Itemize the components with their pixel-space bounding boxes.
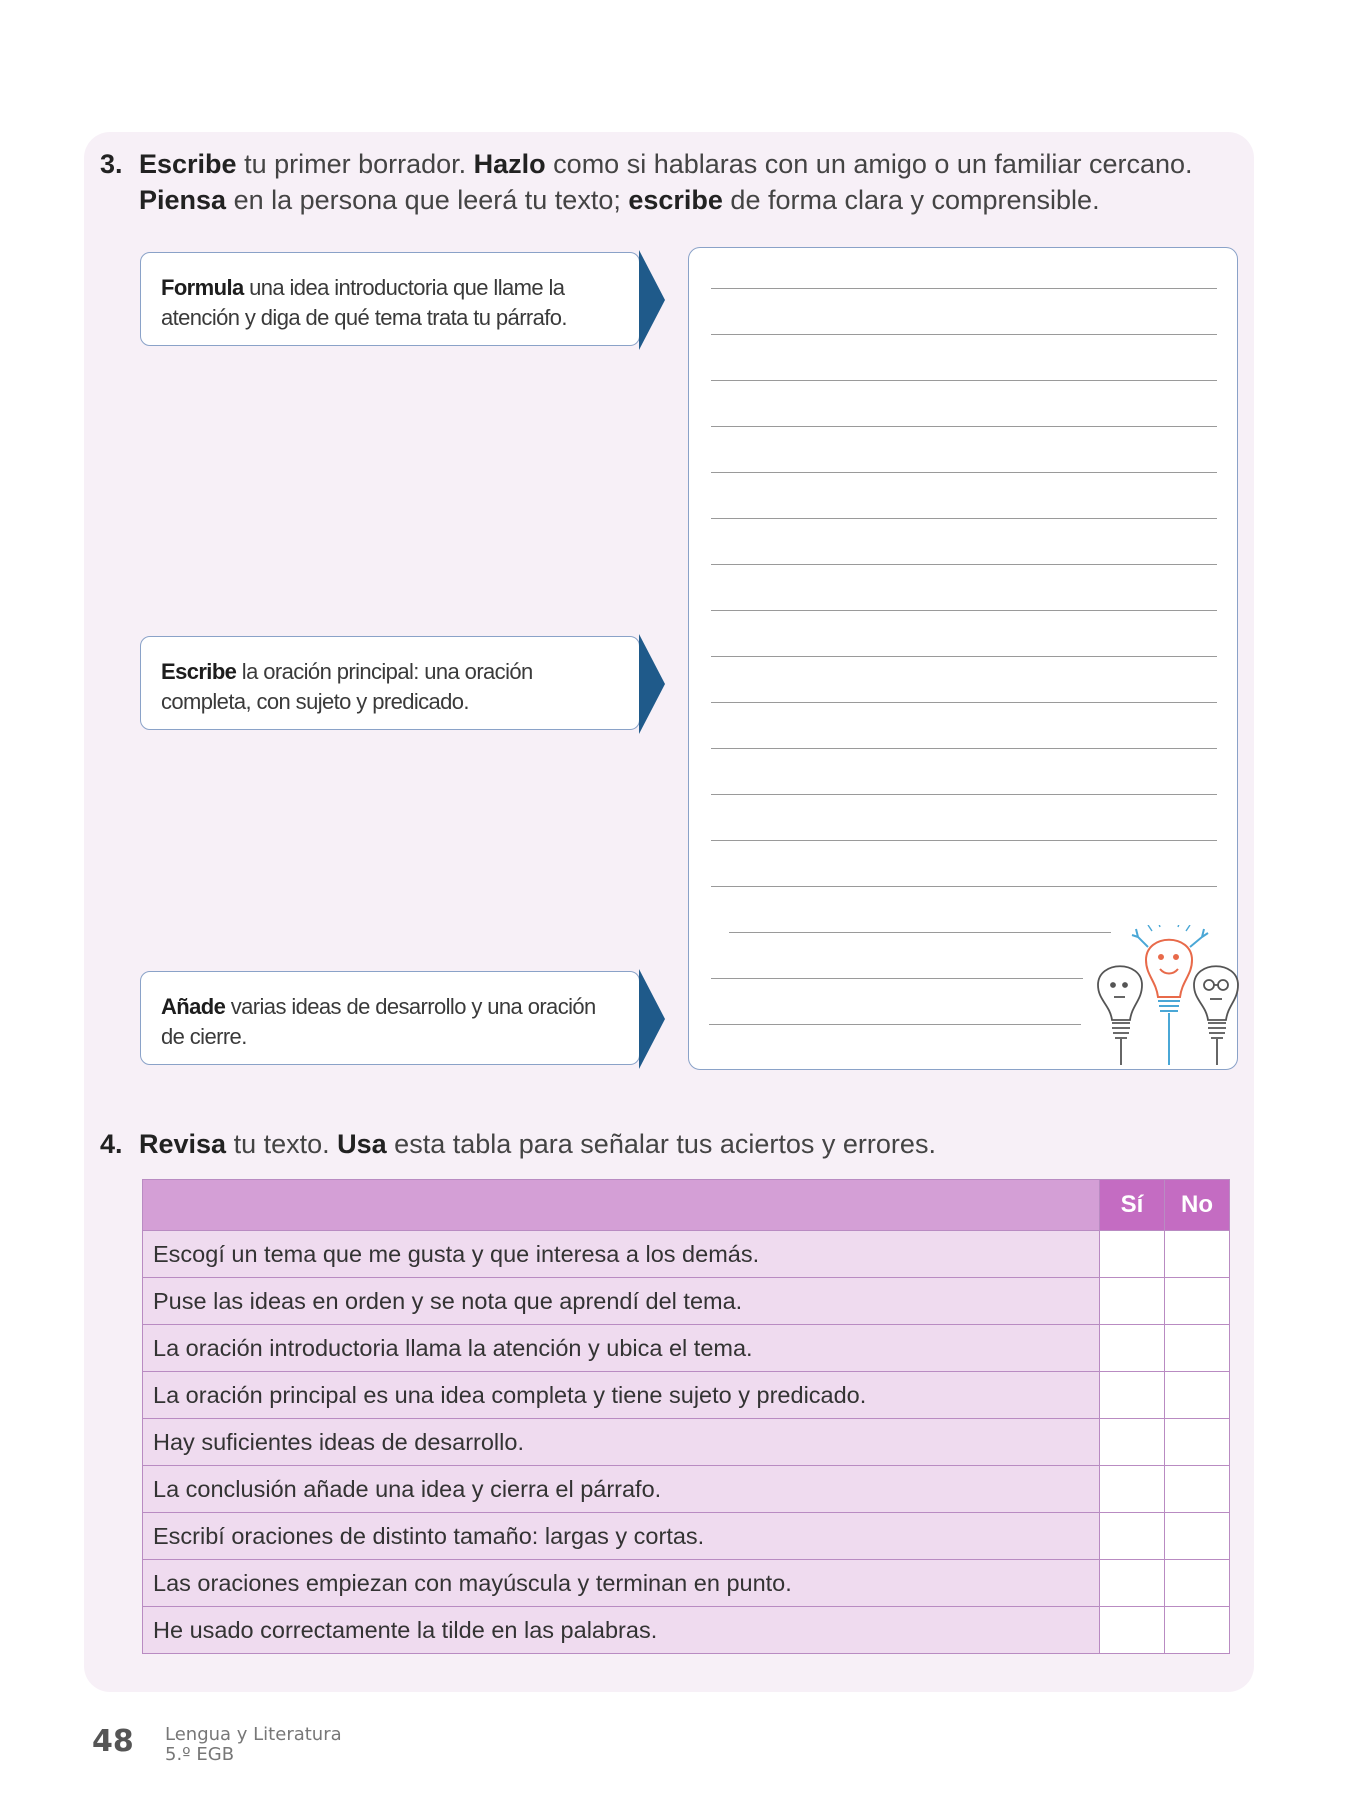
writing-line[interactable] <box>729 932 1111 933</box>
no-checkbox-cell[interactable] <box>1165 1513 1230 1560</box>
row-statement: Escribí oraciones de distinto tamaño: largas y cortas. <box>143 1513 1100 1560</box>
writing-line[interactable] <box>711 794 1217 795</box>
writing-line[interactable] <box>711 334 1217 335</box>
no-checkbox-cell[interactable] <box>1165 1466 1230 1513</box>
table-row <box>143 1607 1230 1654</box>
row-statement: He usado correctamente la tilde en las palabras. <box>143 1607 1100 1654</box>
yes-checkbox-cell[interactable] <box>1100 1278 1165 1325</box>
no-checkbox-cell[interactable] <box>1165 1560 1230 1607</box>
lightbulbs-illustration <box>1090 925 1240 1065</box>
page-number: 48 <box>92 1724 134 1759</box>
row-statement: Escogí un tema que me gusta y que interesa a los demás. <box>143 1231 1100 1278</box>
arrow-right-icon <box>639 969 665 1069</box>
grade-label: 5.º EGB <box>165 1744 235 1765</box>
table-row <box>143 1278 1230 1325</box>
row-statement: Las oraciones empiezan con mayúscula y terminan en punto. <box>143 1560 1100 1607</box>
writing-line[interactable] <box>711 426 1217 427</box>
table-row <box>143 1513 1230 1560</box>
row-statement: La conclusión añade una idea y cierra el párrafo. <box>143 1466 1100 1513</box>
subject-name: Lengua y Literatura <box>165 1724 342 1745</box>
yes-checkbox-cell[interactable] <box>1100 1419 1165 1466</box>
row-statement: Puse las ideas en orden y se nota que aprendí del tema. <box>143 1278 1100 1325</box>
callout-main-sentence: Escribe la oración principal: una oración completa, con sujeto y predicado. <box>140 636 640 730</box>
row-statement: Hay suficientes ideas de desarrollo. <box>143 1419 1100 1466</box>
yes-checkbox-cell[interactable] <box>1100 1325 1165 1372</box>
instruction-3 <box>100 146 1193 218</box>
arrow-right-icon <box>639 250 665 350</box>
table-row <box>143 1372 1230 1419</box>
arrow-right-icon <box>639 634 665 734</box>
footer-subject <box>165 1725 342 1765</box>
yes-checkbox-cell[interactable] <box>1100 1372 1165 1419</box>
writing-line[interactable] <box>711 748 1217 749</box>
writing-line[interactable] <box>711 978 1083 979</box>
writing-line[interactable] <box>711 472 1217 473</box>
callout-development: Añade varias ideas de desarrollo y una oración de cierre. <box>140 971 640 1065</box>
instruction-4: 4. Revisa tu texto. Usa esta tabla para señalar tus aciertos y errores. <box>100 1126 936 1162</box>
header-yes: Sí <box>1100 1180 1165 1231</box>
writing-line[interactable] <box>711 702 1217 703</box>
callout-introduction: Formula una idea introductoria que llame la atención y diga de qué tema trata tu párrafo. <box>140 252 640 346</box>
instruction-3-line-2: Piensa en la persona que leerá tu texto; escribe de forma clara y comprensible. <box>139 185 1100 215</box>
yes-checkbox-cell[interactable] <box>1100 1231 1165 1278</box>
writing-line[interactable] <box>711 564 1217 565</box>
writing-line[interactable] <box>711 288 1217 289</box>
item-number-3: 3. <box>100 149 123 179</box>
instruction-3-line-1: Escribe tu primer borrador. Hazlo como si hablaras con un amigo o un familiar cercano. <box>139 149 1193 179</box>
no-checkbox-cell[interactable] <box>1165 1607 1230 1654</box>
no-checkbox-cell[interactable] <box>1165 1278 1230 1325</box>
table-row <box>143 1466 1230 1513</box>
no-checkbox-cell[interactable] <box>1165 1372 1230 1419</box>
writing-line[interactable] <box>709 1024 1081 1025</box>
row-statement: La oración principal es una idea completa y tiene sujeto y predicado. <box>143 1372 1100 1419</box>
no-checkbox-cell[interactable] <box>1165 1419 1230 1466</box>
review-table <box>142 1179 1230 1654</box>
writing-line[interactable] <box>711 656 1217 657</box>
yes-checkbox-cell[interactable] <box>1100 1607 1165 1654</box>
table-row <box>143 1419 1230 1466</box>
table-header-blank <box>143 1180 1100 1231</box>
table-row <box>143 1325 1230 1372</box>
writing-line[interactable] <box>711 380 1217 381</box>
yes-checkbox-cell[interactable] <box>1100 1466 1165 1513</box>
writing-line[interactable] <box>711 886 1217 887</box>
item-number-4: 4. <box>100 1129 123 1159</box>
writing-line[interactable] <box>711 518 1217 519</box>
no-checkbox-cell[interactable] <box>1165 1325 1230 1372</box>
table-row <box>143 1231 1230 1278</box>
writing-line[interactable] <box>711 840 1217 841</box>
yes-checkbox-cell[interactable] <box>1100 1513 1165 1560</box>
yes-checkbox-cell[interactable] <box>1100 1560 1165 1607</box>
table-header-row <box>143 1180 1230 1231</box>
row-statement: La oración introductoria llama la atención y ubica el tema. <box>143 1325 1100 1372</box>
table-row <box>143 1560 1230 1607</box>
header-no: No <box>1165 1180 1230 1231</box>
no-checkbox-cell[interactable] <box>1165 1231 1230 1278</box>
writing-line[interactable] <box>711 610 1217 611</box>
